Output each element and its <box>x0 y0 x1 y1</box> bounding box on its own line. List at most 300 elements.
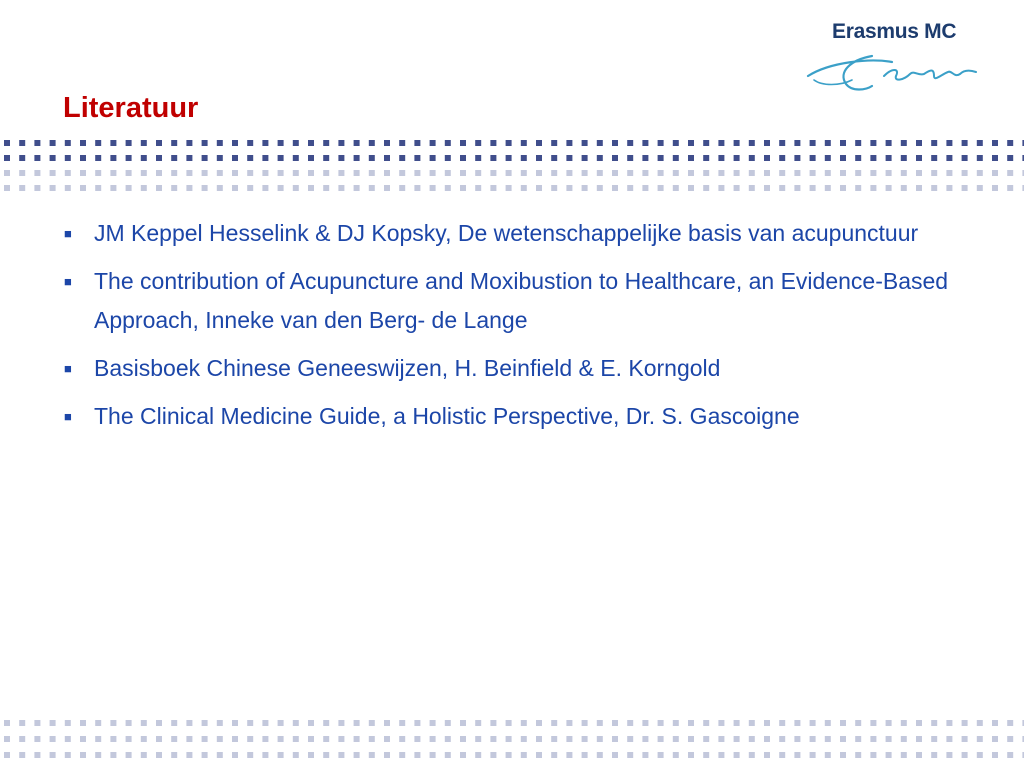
decorative-dot <box>582 736 588 742</box>
decorative-dot <box>95 155 101 161</box>
decorative-dot <box>658 720 664 726</box>
decorative-dot <box>612 752 618 758</box>
decorative-dot <box>202 155 208 161</box>
decorative-dot <box>369 140 375 146</box>
decorative-dot <box>779 170 785 176</box>
decorative-dot <box>627 185 633 191</box>
decorative-dot <box>886 155 892 161</box>
decorative-dot <box>323 155 329 161</box>
decorative-dot <box>34 185 40 191</box>
decorative-dot <box>521 170 527 176</box>
decorative-dot <box>794 736 800 742</box>
decorative-dot <box>977 155 983 161</box>
decorative-dot <box>4 736 10 742</box>
decorative-dot <box>855 185 861 191</box>
decorative-dot <box>825 140 831 146</box>
decorative-dot <box>673 170 679 176</box>
decorative-dot <box>445 140 451 146</box>
decorative-dot <box>703 736 709 742</box>
decorative-dot <box>870 185 876 191</box>
decorative-dot <box>764 140 770 146</box>
decorative-dot <box>399 736 405 742</box>
decorative-dot <box>141 752 147 758</box>
decorative-dot <box>323 736 329 742</box>
decorative-dot <box>141 140 147 146</box>
decorative-dot <box>794 752 800 758</box>
decorative-dot <box>977 736 983 742</box>
decorative-dot <box>810 170 816 176</box>
decorative-dot <box>521 140 527 146</box>
decorative-dot <box>460 720 466 726</box>
decorative-dot <box>414 170 420 176</box>
decorative-dot <box>506 170 512 176</box>
decorative-dot <box>490 170 496 176</box>
decorative-dot <box>171 752 177 758</box>
erasmus-signature-icon <box>800 46 990 100</box>
decorative-dot <box>506 720 512 726</box>
decorative-dot <box>293 736 299 742</box>
decorative-dot <box>1007 185 1013 191</box>
decorative-dot <box>840 720 846 726</box>
decorative-dot <box>50 140 56 146</box>
decorative-dot <box>886 720 892 726</box>
decorative-dot <box>217 155 223 161</box>
decorative-dot <box>293 185 299 191</box>
decorative-dot <box>110 720 116 726</box>
list-item <box>60 349 990 388</box>
decorative-dot <box>749 170 755 176</box>
decorative-dot <box>855 140 861 146</box>
decorative-dot <box>566 736 572 742</box>
decorative-dot <box>612 185 618 191</box>
decorative-dot <box>278 720 284 726</box>
decorative-dot <box>855 752 861 758</box>
decorative-dot <box>794 185 800 191</box>
decorative-dot <box>4 720 10 726</box>
decorative-dot <box>840 185 846 191</box>
decorative-dot <box>840 140 846 146</box>
decorative-dot <box>460 736 466 742</box>
decorative-dot <box>445 752 451 758</box>
decorative-dot <box>551 752 557 758</box>
decorative-dot <box>186 736 192 742</box>
decorative-dot <box>293 752 299 758</box>
decorative-dot <box>779 185 785 191</box>
decorative-dot <box>445 155 451 161</box>
decorative-dot <box>34 155 40 161</box>
decorative-dot <box>126 185 132 191</box>
decorative-dot <box>293 170 299 176</box>
decorative-dot <box>886 752 892 758</box>
decorative-dot <box>977 720 983 726</box>
decorative-dot <box>734 720 740 726</box>
decorative-dot <box>430 155 436 161</box>
square-bullet-icon: ■ <box>64 226 72 241</box>
decorative-dot <box>141 720 147 726</box>
decorative-dot <box>80 752 86 758</box>
decorative-dot <box>110 185 116 191</box>
decorative-dot <box>658 185 664 191</box>
decorative-dot <box>886 185 892 191</box>
decorative-dot <box>536 185 542 191</box>
decorative-dot <box>506 140 512 146</box>
decorative-dot <box>247 155 253 161</box>
decorative-dot <box>490 752 496 758</box>
decorative-dot <box>536 752 542 758</box>
decorative-dot <box>323 140 329 146</box>
decorative-dot <box>551 170 557 176</box>
decorative-dot <box>308 170 314 176</box>
decorative-dot <box>232 155 238 161</box>
decorative-dot <box>946 185 952 191</box>
decorative-dot <box>992 155 998 161</box>
decorative-dot <box>19 736 25 742</box>
decorative-dot <box>460 752 466 758</box>
decorative-dot <box>779 155 785 161</box>
decorative-dot <box>354 720 360 726</box>
decorative-dot <box>50 185 56 191</box>
decorative-dot <box>34 170 40 176</box>
decorative-dot <box>582 752 588 758</box>
decorative-dot <box>50 752 56 758</box>
decorative-dot <box>794 140 800 146</box>
decorative-dot <box>110 140 116 146</box>
decorative-dot <box>916 170 922 176</box>
decorative-dot <box>19 140 25 146</box>
decorative-dot <box>202 170 208 176</box>
decorative-dot <box>749 752 755 758</box>
logo-wordmark: Erasmus MC <box>832 20 957 43</box>
decorative-dot <box>186 752 192 758</box>
decorative-dot <box>217 736 223 742</box>
decorative-dot <box>566 185 572 191</box>
decorative-dot <box>384 720 390 726</box>
decorative-dot <box>582 170 588 176</box>
decorative-dot <box>1007 720 1013 726</box>
list-item <box>60 397 990 436</box>
decorative-dot <box>734 155 740 161</box>
slide-title: Literatuur <box>63 92 199 124</box>
decorative-dot <box>916 752 922 758</box>
decorative-dot <box>80 720 86 726</box>
decorative-dot <box>597 140 603 146</box>
decorative-dot <box>460 140 466 146</box>
decorative-dot <box>551 140 557 146</box>
decorative-dot <box>855 170 861 176</box>
decorative-dot <box>490 720 496 726</box>
decorative-dot <box>870 155 876 161</box>
bullet-text: Basisboek Chinese Geneeswijzen, H. Beinfield & E. Korngold <box>94 355 721 381</box>
decorative-dot <box>916 140 922 146</box>
decorative-dot <box>962 170 968 176</box>
decorative-dot <box>582 140 588 146</box>
decorative-dot <box>354 155 360 161</box>
decorative-dot <box>126 736 132 742</box>
decorative-dot <box>764 720 770 726</box>
decorative-dot <box>4 170 10 176</box>
decorative-dot <box>50 736 56 742</box>
decorative-dot <box>19 155 25 161</box>
decorative-dot <box>825 752 831 758</box>
decorative-dot <box>171 736 177 742</box>
decorative-dot <box>688 140 694 146</box>
decorative-dot <box>384 736 390 742</box>
decorative-dot <box>262 736 268 742</box>
decorative-dot <box>414 736 420 742</box>
decorative-dot <box>703 185 709 191</box>
decorative-dot <box>293 140 299 146</box>
decorative-dot <box>262 752 268 758</box>
decorative-dot <box>946 736 952 742</box>
decorative-dot <box>1007 752 1013 758</box>
decorative-dot <box>688 720 694 726</box>
decorative-dot <box>399 155 405 161</box>
decorative-dot <box>475 170 481 176</box>
decorative-dot <box>34 736 40 742</box>
decorative-dot <box>992 170 998 176</box>
decorative-dot <box>946 752 952 758</box>
decorative-dot <box>95 720 101 726</box>
decorative-dot <box>186 185 192 191</box>
decorative-dot <box>658 736 664 742</box>
decorative-dot <box>19 720 25 726</box>
decorative-dot <box>475 752 481 758</box>
decorative-dot <box>977 185 983 191</box>
decorative-dot <box>597 170 603 176</box>
decorative-dot <box>931 752 937 758</box>
decorative-dot <box>642 185 648 191</box>
decorative-dot <box>186 140 192 146</box>
decorative-dot <box>414 155 420 161</box>
decorative-dot <box>734 736 740 742</box>
decorative-dot <box>718 752 724 758</box>
decorative-dot <box>779 140 785 146</box>
decorative-dot <box>80 140 86 146</box>
decorative-dot <box>946 140 952 146</box>
decorative-dot <box>764 736 770 742</box>
decorative-dot <box>901 155 907 161</box>
decorative-dot <box>202 140 208 146</box>
decorative-dot <box>4 752 10 758</box>
decorative-dot <box>475 155 481 161</box>
decorative-dot <box>232 752 238 758</box>
decorative-dot <box>627 752 633 758</box>
decorative-dot <box>156 720 162 726</box>
decorative-dot <box>551 185 557 191</box>
decorative-dot <box>734 170 740 176</box>
dot-pattern-top <box>0 136 1024 216</box>
decorative-dot <box>627 170 633 176</box>
decorative-dot <box>475 185 481 191</box>
decorative-dot <box>430 140 436 146</box>
decorative-dot <box>278 155 284 161</box>
decorative-dot <box>734 752 740 758</box>
decorative-dot <box>247 752 253 758</box>
decorative-dot <box>551 720 557 726</box>
decorative-dot <box>749 185 755 191</box>
decorative-dot <box>202 752 208 758</box>
decorative-dot <box>293 155 299 161</box>
decorative-dot <box>156 170 162 176</box>
decorative-dot <box>718 170 724 176</box>
decorative-dot <box>597 720 603 726</box>
decorative-dot <box>597 185 603 191</box>
bullet-text: The Clinical Medicine Guide, a Holistic Perspective, Dr. S. Gascoigne <box>94 403 800 429</box>
decorative-dot <box>384 155 390 161</box>
decorative-dot <box>262 720 268 726</box>
decorative-dot <box>369 170 375 176</box>
decorative-dot <box>810 140 816 146</box>
decorative-dot <box>840 736 846 742</box>
decorative-dot <box>566 155 572 161</box>
decorative-dot <box>414 720 420 726</box>
decorative-dot <box>855 155 861 161</box>
decorative-dot <box>946 720 952 726</box>
decorative-dot <box>536 140 542 146</box>
decorative-dot <box>916 736 922 742</box>
decorative-dot <box>901 736 907 742</box>
decorative-dot <box>278 185 284 191</box>
decorative-dot <box>110 170 116 176</box>
decorative-dot <box>566 752 572 758</box>
decorative-dot <box>886 736 892 742</box>
decorative-dot <box>323 170 329 176</box>
decorative-dot <box>931 720 937 726</box>
decorative-dot <box>262 185 268 191</box>
decorative-dot <box>749 736 755 742</box>
decorative-dot <box>673 140 679 146</box>
decorative-dot <box>186 155 192 161</box>
decorative-dot <box>855 720 861 726</box>
decorative-dot <box>825 185 831 191</box>
decorative-dot <box>642 170 648 176</box>
decorative-dot <box>445 736 451 742</box>
decorative-dot <box>141 155 147 161</box>
decorative-dot <box>658 140 664 146</box>
decorative-dot <box>65 170 71 176</box>
decorative-dot <box>962 185 968 191</box>
bullet-text: JM Keppel Hesselink & DJ Kopsky, De wetenschappelijke basis van acupunctuur <box>94 220 919 246</box>
decorative-dot <box>749 720 755 726</box>
decorative-dot <box>156 736 162 742</box>
decorative-dot <box>247 720 253 726</box>
decorative-dot <box>825 170 831 176</box>
decorative-dot <box>642 140 648 146</box>
decorative-dot <box>536 720 542 726</box>
decorative-dot <box>977 170 983 176</box>
decorative-dot <box>141 736 147 742</box>
decorative-dot <box>886 170 892 176</box>
decorative-dot <box>582 185 588 191</box>
decorative-dot <box>962 736 968 742</box>
decorative-dot <box>916 185 922 191</box>
decorative-dot <box>612 720 618 726</box>
decorative-dot <box>293 720 299 726</box>
decorative-dot <box>232 140 238 146</box>
decorative-dot <box>430 752 436 758</box>
decorative-dot <box>19 185 25 191</box>
decorative-dot <box>673 736 679 742</box>
decorative-dot <box>247 140 253 146</box>
decorative-dot <box>1007 736 1013 742</box>
decorative-dot <box>521 752 527 758</box>
square-bullet-icon: ■ <box>64 361 72 376</box>
decorative-dot <box>703 752 709 758</box>
decorative-dot <box>658 752 664 758</box>
decorative-dot <box>582 720 588 726</box>
decorative-dot <box>4 155 10 161</box>
decorative-dot <box>597 752 603 758</box>
decorative-dot <box>126 155 132 161</box>
decorative-dot <box>354 185 360 191</box>
dot-pattern-bottom <box>0 716 1024 768</box>
decorative-dot <box>354 170 360 176</box>
decorative-dot <box>354 736 360 742</box>
decorative-dot <box>764 170 770 176</box>
decorative-dot <box>232 736 238 742</box>
decorative-dot <box>931 155 937 161</box>
decorative-dot <box>612 736 618 742</box>
decorative-dot <box>688 752 694 758</box>
decorative-dot <box>764 155 770 161</box>
decorative-dot <box>369 720 375 726</box>
decorative-dot <box>962 140 968 146</box>
decorative-dot <box>825 736 831 742</box>
decorative-dot <box>840 752 846 758</box>
decorative-dot <box>627 140 633 146</box>
decorative-dot <box>50 170 56 176</box>
decorative-dot <box>171 140 177 146</box>
decorative-dot <box>688 170 694 176</box>
decorative-dot <box>810 736 816 742</box>
decorative-dot <box>247 170 253 176</box>
decorative-dot <box>901 140 907 146</box>
decorative-dot <box>369 752 375 758</box>
decorative-dot <box>931 736 937 742</box>
decorative-dot <box>95 185 101 191</box>
decorative-dot <box>80 170 86 176</box>
decorative-dot <box>4 140 10 146</box>
decorative-dot <box>126 140 132 146</box>
decorative-dot <box>566 720 572 726</box>
decorative-dot <box>521 155 527 161</box>
decorative-dot <box>931 185 937 191</box>
decorative-dot <box>217 170 223 176</box>
decorative-dot <box>247 185 253 191</box>
decorative-dot <box>217 140 223 146</box>
square-bullet-icon: ■ <box>64 274 72 289</box>
decorative-dot <box>141 185 147 191</box>
decorative-dot <box>977 140 983 146</box>
decorative-dot <box>278 736 284 742</box>
decorative-dot <box>34 720 40 726</box>
decorative-dot <box>992 736 998 742</box>
decorative-dot <box>490 155 496 161</box>
decorative-dot <box>946 155 952 161</box>
decorative-dot <box>718 140 724 146</box>
decorative-dot <box>870 736 876 742</box>
decorative-dot <box>566 140 572 146</box>
decorative-dot <box>490 185 496 191</box>
decorative-dot <box>202 736 208 742</box>
decorative-dot <box>156 155 162 161</box>
decorative-dot <box>475 140 481 146</box>
decorative-dot <box>156 752 162 758</box>
decorative-dot <box>19 170 25 176</box>
decorative-dot <box>156 185 162 191</box>
decorative-dot <box>490 736 496 742</box>
decorative-dot <box>308 752 314 758</box>
